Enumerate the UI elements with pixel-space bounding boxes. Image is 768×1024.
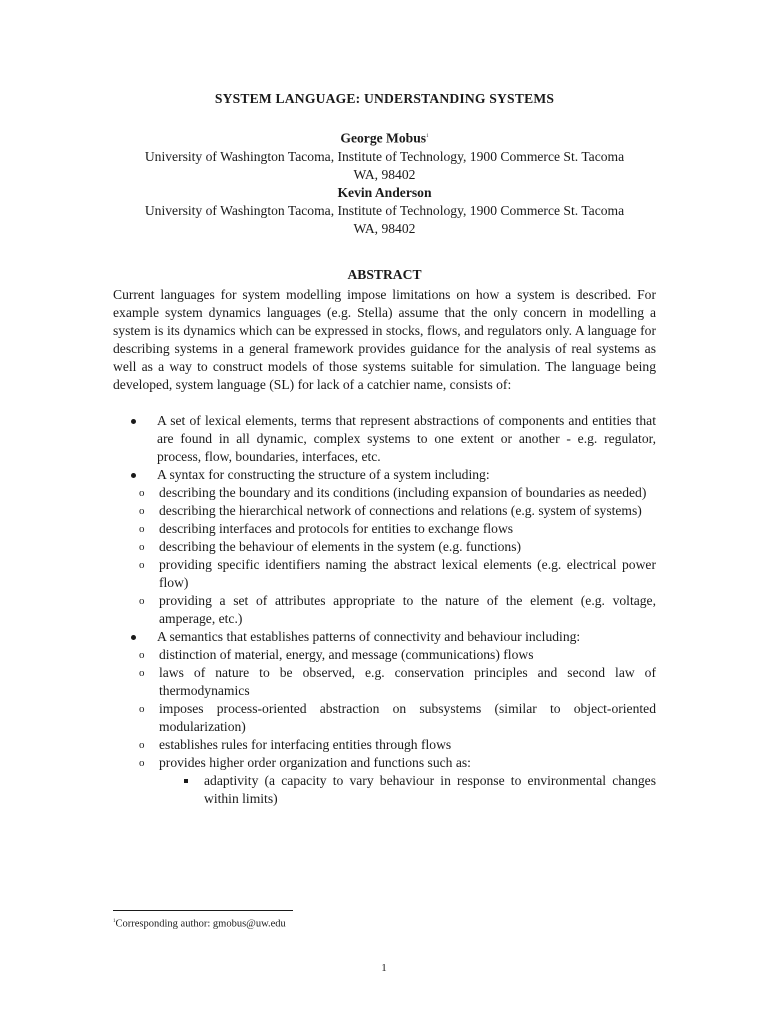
sublist-item: o describing interfaces and protocols for entities to exchange flows bbox=[139, 520, 514, 536]
sublist-item: o describing the hierarchical network of connections and relations (e.g. system of systems) bbox=[139, 502, 642, 518]
sub-sublist-item: adaptivity (a capacity to vary behaviour in response to environmental changes within limits) bbox=[159, 772, 656, 808]
semantics-sublist bbox=[113, 646, 656, 772]
list-item-lexical: A set of lexical elements, terms that represent abstractions of components and entities that are found in all dynamic, complex systems to one extent or another - e.g. regulator, process, flow, boundaries, interfaces, etc. bbox=[113, 412, 656, 466]
circle-bullet-icon: o bbox=[139, 504, 145, 517]
author-affiliation-1-line2: WA, 98402 bbox=[353, 166, 416, 182]
circle-bullet-icon: o bbox=[139, 702, 145, 715]
author-affiliation-2-line2: WA, 98402 bbox=[353, 220, 416, 236]
footnote-text: Corresponding author: gmobus@uw.edu bbox=[115, 918, 286, 930]
sublist-item: o describing the behaviour of elements in the system (e.g. functions) bbox=[139, 538, 522, 554]
list-item-semantics: A semantics that establishes patterns of connectivity and behaviour including: bbox=[113, 628, 656, 646]
abstract-list-cont bbox=[113, 628, 656, 646]
sublist-item: o laws of nature to be observed, e.g. conservation principles and second law of thermodynamics bbox=[139, 664, 656, 698]
abstract-heading: ABSTRACT bbox=[347, 266, 422, 282]
sublist-item: o provides higher order organization and functions such as: bbox=[139, 754, 471, 770]
footnote-marker[interactable]: 1 bbox=[426, 134, 429, 139]
circle-bullet-icon: o bbox=[139, 522, 145, 535]
square-bullet-icon bbox=[184, 779, 188, 783]
sublist-item: o providing a set of attributes appropriate to the nature of the element (e.g. voltage, amperage, etc.) bbox=[139, 592, 656, 626]
bullet-icon bbox=[131, 419, 136, 424]
abstract-text: Current languages for system modelling impose limitations on how a system is described. For example system dynamics languages (e.g. Stella) assume that the only concern in modelling a system is its dynamics which can be expressed in stocks, flows, and regulators only. A language for describing systems in a general framework provides guidance for the analysis of real systems as well as a way to construct models of those systems suitable for simulation. The language being developed, system language (SL) for lack of a catchier name, consists of: bbox=[113, 286, 656, 392]
circle-bullet-icon: o bbox=[139, 540, 145, 553]
sublist-item: o describing the boundary and its conditions (including expansion of boundaries as needed) bbox=[139, 484, 647, 500]
footnote-mark: 1 bbox=[113, 919, 116, 924]
circle-bullet-icon: o bbox=[139, 486, 145, 499]
abstract-list bbox=[113, 412, 656, 484]
bullet-icon bbox=[131, 473, 136, 478]
author-name-2: Kevin Anderson bbox=[337, 184, 432, 200]
page-number: 1 bbox=[381, 962, 387, 974]
footnote-separator bbox=[113, 910, 293, 911]
circle-bullet-icon: o bbox=[139, 594, 145, 607]
footnote bbox=[113, 915, 286, 932]
circle-bullet-icon: o bbox=[139, 666, 145, 679]
organization-sublist bbox=[159, 772, 656, 808]
author-affiliation-1: University of Washington Tacoma, Institute of Technology, 1900 Commerce St. Tacoma bbox=[144, 148, 625, 164]
sublist-item: o establishes rules for interfacing entities through flows bbox=[139, 736, 452, 752]
list-item-syntax: A syntax for constructing the structure of a system including: bbox=[113, 466, 656, 484]
circle-bullet-icon: o bbox=[139, 648, 145, 661]
sublist-item: o imposes process-oriented abstraction on subsystems (similar to object-oriented modularization) bbox=[139, 700, 656, 734]
paper-page bbox=[113, 90, 656, 808]
circle-bullet-icon: o bbox=[139, 738, 145, 751]
paper-title: SYSTEM LANGUAGE: UNDERSTANDING SYSTEMS bbox=[214, 91, 555, 106]
bullet-icon bbox=[131, 635, 136, 640]
author-affiliation-2: University of Washington Tacoma, Institute of Technology, 1900 Commerce St. Tacoma bbox=[144, 202, 625, 218]
syntax-sublist bbox=[113, 484, 656, 628]
circle-bullet-icon: o bbox=[139, 756, 145, 769]
sublist-item: o distinction of material, energy, and message (communications) flows bbox=[139, 646, 534, 662]
sublist-item: o providing specific identifiers naming the abstract lexical elements (e.g. electrical power flow) bbox=[139, 556, 656, 590]
author-name-1: George Mobus$^1$ bbox=[340, 130, 429, 146]
circle-bullet-icon: o bbox=[139, 558, 145, 571]
